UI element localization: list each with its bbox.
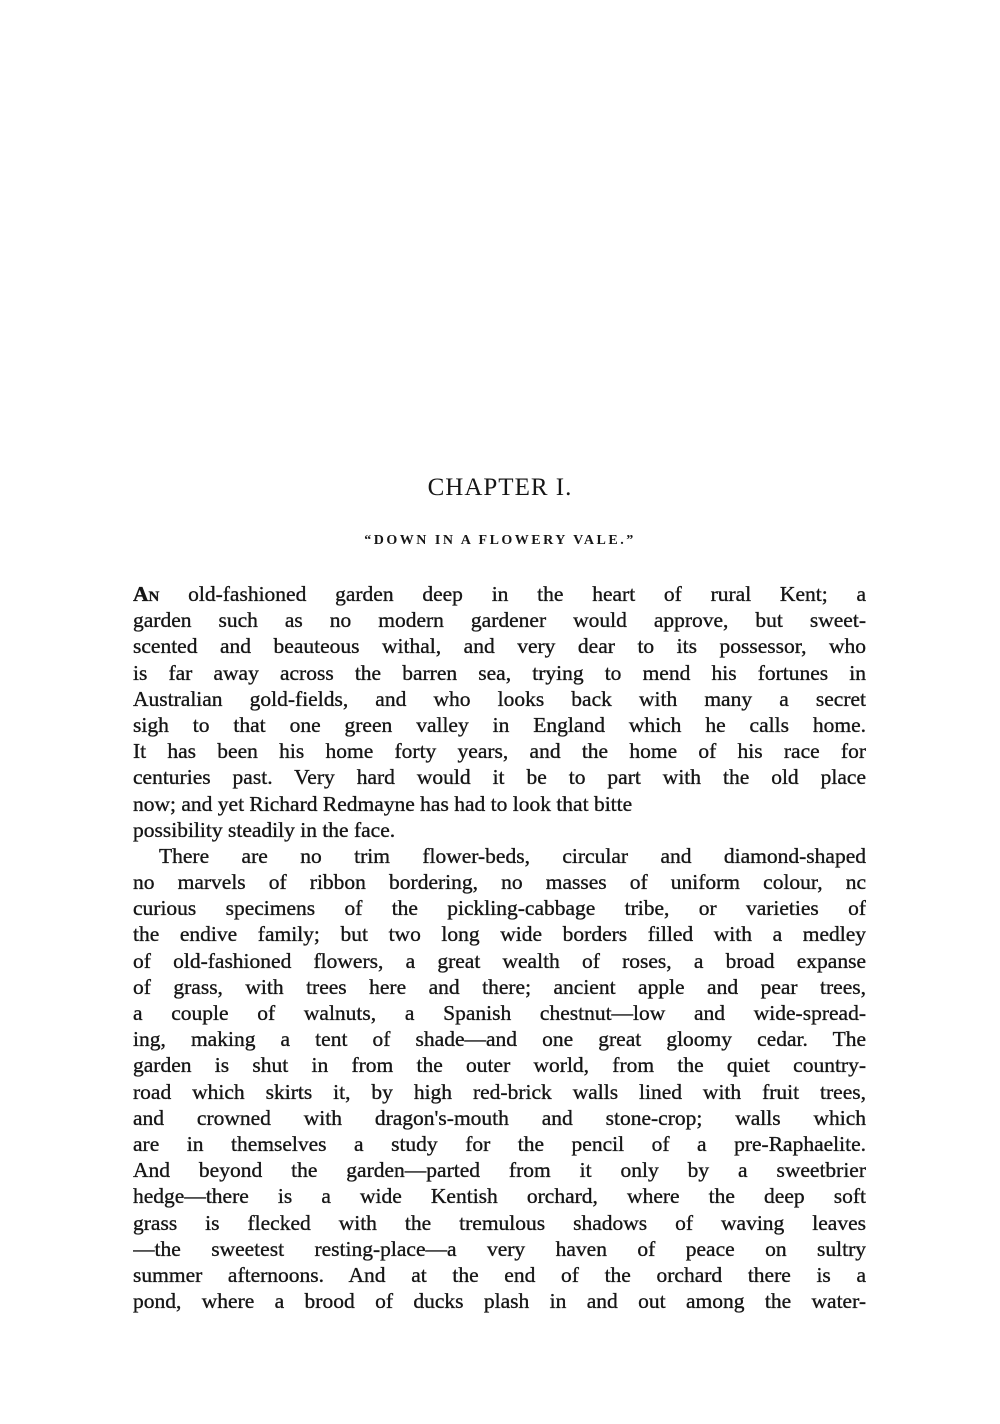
text-line: [133, 817, 866, 843]
text-line: [133, 791, 866, 817]
text-line: [133, 1079, 866, 1105]
text-line: [133, 1210, 866, 1236]
line-text: garden such as no modern gardener would approve, but sweet-: [133, 608, 866, 633]
line-text: is far away across the barren sea, trying to mend his fortunes in: [133, 660, 866, 685]
text-line: [133, 1131, 866, 1157]
line-text: of old-fashioned flowers, a great wealth of roses, a broad expanse: [133, 948, 866, 973]
text-line: [133, 895, 866, 921]
paragraph-1: [133, 581, 866, 843]
text-line: [133, 1026, 866, 1052]
text-line: [133, 686, 866, 712]
line-text: possibility steadily in the face.: [133, 817, 396, 842]
text-line: [133, 1288, 866, 1314]
line-text: and crowned with dragon's-mouth and stone-crop; walls which: [133, 1105, 866, 1130]
line-text: grass is flecked with the tremulous shadows of waving leaves: [133, 1210, 866, 1235]
line-text: hedge—there is a wide Kentish orchard, where the deep soft: [133, 1184, 866, 1209]
text-line: [133, 633, 866, 659]
line-text: no marvels of ribbon bordering, no masses of uniform colour, nc: [133, 870, 866, 895]
line-text: —the sweetest resting-place—a very haven of peace on sultry: [133, 1236, 866, 1261]
line-text: road which skirts it, by high red-brick walls lined with fruit trees,: [133, 1079, 866, 1104]
line-text: Australian gold-fields, and who looks back with many a secret: [133, 686, 866, 711]
text-line: [133, 607, 866, 633]
line-text: garden is shut in from the outer world, from the quiet country-: [133, 1053, 866, 1078]
text-line: [133, 738, 866, 764]
text-line: [133, 869, 866, 895]
text-line: [133, 974, 866, 1000]
text-line: [133, 1000, 866, 1026]
text-line: [133, 660, 866, 686]
line-text: of grass, with trees here and there; ancient apple and pear trees,: [133, 974, 866, 999]
text-line: [133, 921, 866, 947]
text-line: [133, 843, 866, 869]
text-line: [133, 1183, 866, 1209]
line-text: old-fashioned garden deep in the heart of rural Kent; a: [159, 582, 866, 606]
line-text: summer afternoons. And at the end of the orchard there is a: [133, 1262, 866, 1287]
body-text: [133, 581, 866, 1314]
text-line: [133, 1236, 866, 1262]
text-line: [133, 764, 866, 790]
text-line: [133, 581, 866, 607]
chapter-title: CHAPTER I.: [427, 474, 573, 501]
text-line: [133, 1157, 866, 1183]
text-line: [133, 1262, 866, 1288]
lead-word: An: [133, 582, 160, 606]
line-text: There are no trim flower-beds, circular and diamond-shaped: [159, 843, 866, 868]
line-text: curious specimens of the pickling-cabbage tribe, or varieties of: [133, 896, 866, 921]
line-text: now; and yet Richard Redmayne has had to look that bitte: [133, 791, 633, 816]
line-text: scented and beauteous withal, and very dear to its possessor, who: [133, 634, 866, 659]
line-text: are in themselves a study for the pencil of a pre-Raphaelite.: [133, 1131, 866, 1156]
line-text: centuries past. Very hard would it be to part with the old place: [133, 765, 866, 790]
line-text: And beyond the garden—parted from it only by a sweetbrier: [133, 1158, 866, 1183]
line-text: the endive family; but two long wide borders filled with a medley: [133, 922, 866, 947]
text-line: [133, 1105, 866, 1131]
text-line: [133, 1052, 866, 1078]
chapter-subtitle: “DOWN IN A FLOWERY VALE.”: [364, 533, 636, 548]
line-text: ing, making a tent of shade—and one great gloomy cedar. The: [133, 1027, 866, 1052]
text-line: [133, 712, 866, 738]
line-text: It has been his home forty years, and the home of his race for: [133, 739, 866, 764]
line-text: a couple of walnuts, a Spanish chestnut—low and wide-spread-: [133, 1001, 866, 1025]
line-text: pond, where a brood of ducks plash in and out among the water-: [133, 1289, 866, 1314]
line-text: sigh to that one green valley in England which he calls home.: [133, 712, 866, 737]
paragraph-2: [133, 843, 866, 1314]
text-line: [133, 948, 866, 974]
